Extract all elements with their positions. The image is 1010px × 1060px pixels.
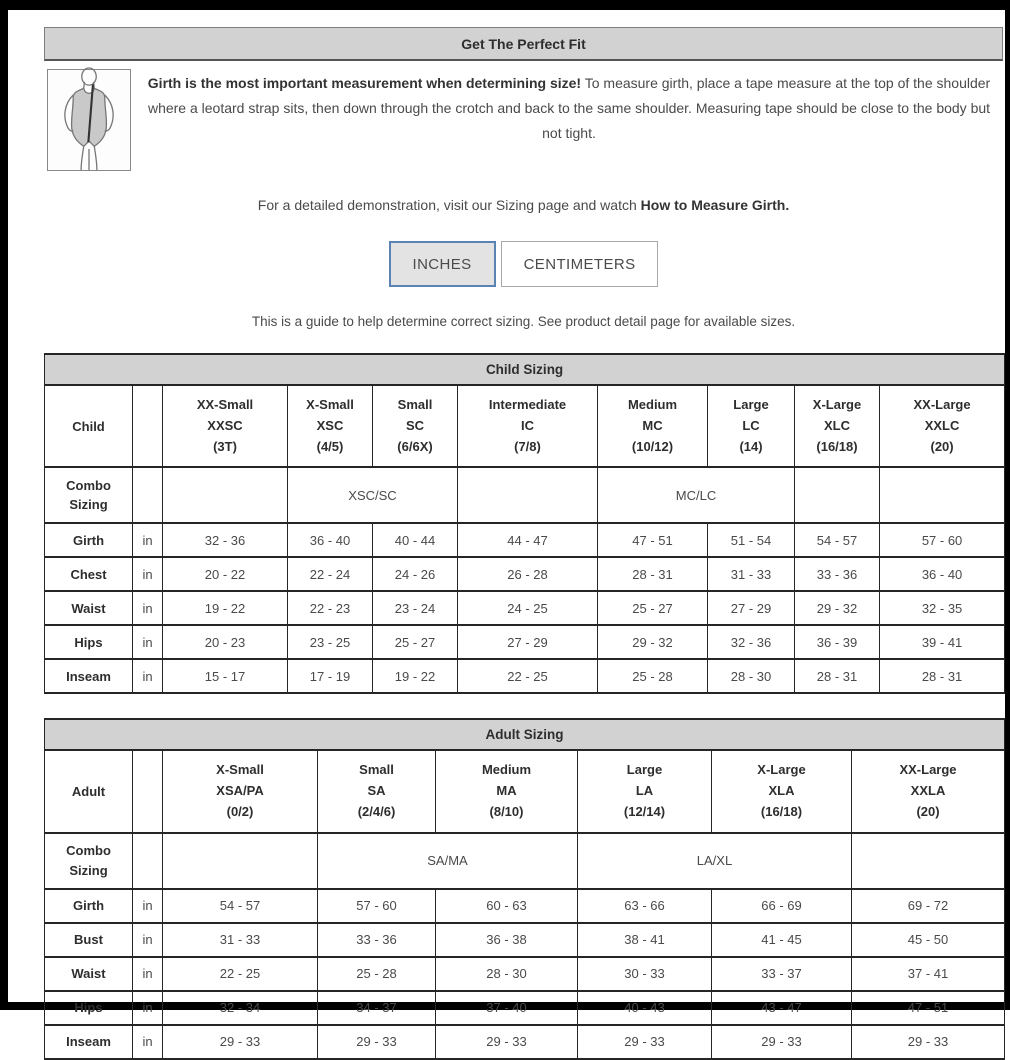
size-header-line: MA <box>496 783 517 799</box>
size-value-cell: 33 - 36 <box>318 923 436 957</box>
size-header-line: (8/10) <box>489 803 524 819</box>
girth-instructions-body: To measure girth, place a tape measure at the top of the shoulder where a leotard strap sits, then down through the crotch and back to the same shoulder. Measuring tape should be close to the body but not tight. <box>147 75 991 142</box>
measurement-label: Hips <box>45 625 133 659</box>
size-value-cell: 32 - 36 <box>708 625 795 659</box>
size-value-cell: 60 - 63 <box>436 889 578 923</box>
size-header-line: XX-Large <box>899 762 957 778</box>
size-header-line: SA <box>367 783 386 799</box>
child-group-label: Child <box>45 385 133 467</box>
combo-unit-cell <box>133 833 163 889</box>
child-sizing-title: Child Sizing <box>45 354 1005 385</box>
size-header-line: (20) <box>930 438 954 454</box>
combo-sizing-label <box>45 833 133 889</box>
size-value-cell: 38 - 41 <box>578 923 712 957</box>
size-value-cell: 29 - 32 <box>598 625 708 659</box>
size-value-cell: 25 - 28 <box>598 659 708 693</box>
adult-measurement-row <box>45 991 1005 1025</box>
demo-note <box>44 197 1003 213</box>
measurement-label: Bust <box>45 923 133 957</box>
size-value-cell: 24 - 25 <box>458 591 598 625</box>
measurement-label: Girth <box>45 889 133 923</box>
size-value-cell: 25 - 28 <box>318 957 436 991</box>
adult-sizing-title: Adult Sizing <box>45 719 1005 750</box>
child-size-column-header <box>880 385 1005 467</box>
size-value-cell: 57 - 60 <box>880 523 1005 557</box>
size-header-line: (12/14) <box>623 803 666 819</box>
size-header-line: XSA/PA <box>216 783 264 799</box>
combo-sizing-label-text: Combo Sizing <box>66 477 111 513</box>
child-size-column-header <box>163 385 288 467</box>
unit-cell: in <box>133 591 163 625</box>
size-value-cell: 22 - 24 <box>288 557 373 591</box>
page-content <box>8 10 1005 1060</box>
size-value-cell: 32 - 36 <box>163 523 288 557</box>
size-header-line: (16/18) <box>760 803 803 819</box>
size-value-cell: 20 - 23 <box>163 625 288 659</box>
size-header-line: (2/4/6) <box>357 803 396 819</box>
leotard-figure-icon <box>48 70 130 170</box>
child-size-column-header <box>373 385 458 467</box>
size-header-line: X-Small <box>306 397 354 412</box>
size-value-cell: 51 - 54 <box>708 523 795 557</box>
adult-size-column-header <box>578 750 712 832</box>
adult-measurement-row <box>45 957 1005 991</box>
size-header-line: (7/8) <box>514 438 541 454</box>
size-value-cell: 54 - 57 <box>795 523 880 557</box>
unit-cell: in <box>133 557 163 591</box>
size-header-line: LC <box>742 417 760 433</box>
size-header-line: (3T) <box>213 438 237 454</box>
size-value-cell: 17 - 19 <box>288 659 373 693</box>
size-value-cell: 28 - 31 <box>880 659 1005 693</box>
size-header-line: IC <box>521 417 534 433</box>
combo-sizing-label <box>45 467 133 523</box>
combo-size-cell <box>163 467 288 523</box>
girth-instructions-lead: Girth is the most important measurement when determining size! <box>147 75 582 91</box>
size-value-cell: 37 - 40 <box>436 991 578 1025</box>
child-measurement-row <box>45 523 1005 557</box>
size-value-cell: 25 - 27 <box>598 591 708 625</box>
size-value-cell: 40 - 43 <box>578 991 712 1025</box>
measurement-label: Inseam <box>45 659 133 693</box>
measurement-label: Chest <box>45 557 133 591</box>
unit-cell: in <box>133 625 163 659</box>
size-value-cell: 47 - 51 <box>852 991 1005 1025</box>
unit-cell: in <box>133 957 163 991</box>
size-value-cell: 28 - 30 <box>436 957 578 991</box>
size-header-line: (0/2) <box>226 803 254 819</box>
demo-note-video-title: How to Measure Girth. <box>640 197 790 213</box>
adult-size-column-header <box>436 750 578 832</box>
inches-button[interactable]: INCHES <box>389 241 496 287</box>
unit-toggle <box>44 241 1003 287</box>
centimeters-button[interactable]: CENTIMETERS <box>501 241 659 287</box>
combo-size-cell: LA/XL <box>578 833 852 889</box>
size-value-cell: 36 - 40 <box>288 523 373 557</box>
child-measurement-row <box>45 557 1005 591</box>
size-value-cell: 32 - 34 <box>163 991 318 1025</box>
child-size-column-header <box>598 385 708 467</box>
size-value-cell: 24 - 26 <box>373 557 458 591</box>
size-value-cell: 19 - 22 <box>373 659 458 693</box>
size-value-cell: 37 - 41 <box>852 957 1005 991</box>
size-value-cell: 43 - 47 <box>712 991 852 1025</box>
size-value-cell: 29 - 33 <box>436 1025 578 1059</box>
unit-cell: in <box>133 1025 163 1059</box>
size-value-cell: 28 - 30 <box>708 659 795 693</box>
size-header-line: Large <box>733 397 769 412</box>
size-value-cell: 31 - 33 <box>708 557 795 591</box>
guide-note: This is a guide to help determine correct sizing. See product detail page for available sizes. <box>251 314 796 329</box>
unit-header-cell <box>133 385 163 467</box>
adult-sizing-table <box>44 718 1005 1059</box>
size-header-line: MC <box>642 417 663 433</box>
sizing-page <box>8 10 1005 1050</box>
measurement-label: Hips <box>45 991 133 1025</box>
page-title-text: Get The Perfect Fit <box>461 36 586 52</box>
size-header-line: X-Large <box>757 762 806 778</box>
size-header-line: (20) <box>916 803 940 819</box>
size-value-cell: 45 - 50 <box>852 923 1005 957</box>
size-value-cell: 28 - 31 <box>795 659 880 693</box>
combo-sizing-label-text: Combo Sizing <box>66 843 111 878</box>
size-value-cell: 23 - 25 <box>288 625 373 659</box>
child-size-column-header <box>288 385 373 467</box>
intro-section <box>44 69 1003 171</box>
size-header-line: XX-Large <box>913 397 971 412</box>
combo-size-cell: XSC/SC <box>288 467 458 523</box>
size-value-cell: 29 - 32 <box>795 591 880 625</box>
size-header-line: X-Small <box>216 762 264 778</box>
size-value-cell: 27 - 29 <box>458 625 598 659</box>
size-header-line: Intermediate <box>488 397 567 412</box>
child-size-column-header <box>458 385 598 467</box>
size-value-cell: 29 - 33 <box>712 1025 852 1059</box>
girth-instructions <box>131 69 1003 171</box>
girth-measurement-illustration <box>47 69 131 171</box>
combo-size-cell <box>458 467 598 523</box>
size-header-line: Large <box>626 762 663 778</box>
child-measurement-row <box>45 659 1005 693</box>
size-header-line: (6/6X) <box>397 438 433 454</box>
size-value-cell: 20 - 22 <box>163 557 288 591</box>
size-value-cell: 34 - 37 <box>318 991 436 1025</box>
size-value-cell: 63 - 66 <box>578 889 712 923</box>
adult-measurement-row <box>45 889 1005 923</box>
size-value-cell: 25 - 27 <box>373 625 458 659</box>
size-header-line: LA <box>635 783 654 799</box>
size-value-cell: 33 - 37 <box>712 957 852 991</box>
adult-size-column-header <box>163 750 318 832</box>
child-measurement-row <box>45 591 1005 625</box>
size-header-line: (10/12) <box>631 438 674 454</box>
size-value-cell: 29 - 33 <box>852 1025 1005 1059</box>
size-value-cell: 44 - 47 <box>458 523 598 557</box>
child-sizing-table <box>44 353 1005 694</box>
size-value-cell: 22 - 25 <box>458 659 598 693</box>
size-header-line: (14) <box>739 438 763 454</box>
adult-group-label: Adult <box>45 750 133 832</box>
unit-cell: in <box>133 523 163 557</box>
unit-header-cell <box>133 750 163 832</box>
size-header-line: (4/5) <box>316 438 344 454</box>
measurement-label: Waist <box>45 591 133 625</box>
size-header-line: (16/18) <box>816 438 858 454</box>
size-value-cell: 22 - 25 <box>163 957 318 991</box>
combo-size-cell <box>163 833 318 889</box>
size-header-line: XSC <box>316 417 344 433</box>
combo-size-cell <box>880 467 1005 523</box>
size-header-line: XLC <box>824 417 850 433</box>
adult-size-column-header <box>318 750 436 832</box>
size-value-cell: 15 - 17 <box>163 659 288 693</box>
unit-cell: in <box>133 991 163 1025</box>
unit-cell: in <box>133 923 163 957</box>
adult-measurement-row <box>45 1025 1005 1059</box>
child-measurement-row <box>45 625 1005 659</box>
size-value-cell: 32 - 35 <box>880 591 1005 625</box>
combo-size-cell: SA/MA <box>318 833 578 889</box>
measurement-label: Girth <box>45 523 133 557</box>
size-value-cell: 36 - 39 <box>795 625 880 659</box>
size-value-cell: 57 - 60 <box>318 889 436 923</box>
adult-size-column-header <box>852 750 1005 832</box>
size-value-cell: 29 - 33 <box>163 1025 318 1059</box>
combo-unit-cell <box>133 467 163 523</box>
size-value-cell: 26 - 28 <box>458 557 598 591</box>
measurement-label: Inseam <box>45 1025 133 1059</box>
size-header-line: Medium <box>481 762 532 778</box>
size-value-cell: 29 - 33 <box>318 1025 436 1059</box>
size-value-cell: 69 - 72 <box>852 889 1005 923</box>
size-value-cell: 22 - 23 <box>288 591 373 625</box>
adult-measurement-row <box>45 923 1005 957</box>
unit-cell: in <box>133 889 163 923</box>
size-value-cell: 39 - 41 <box>880 625 1005 659</box>
size-header-line: XX-Small <box>196 397 254 412</box>
size-value-cell: 47 - 51 <box>598 523 708 557</box>
size-value-cell: 31 - 33 <box>163 923 318 957</box>
size-header-line: X-Large <box>812 397 862 412</box>
size-value-cell: 36 - 38 <box>436 923 578 957</box>
demo-note-text: For a detailed demonstration, visit our Sizing page and watch <box>257 197 637 213</box>
size-value-cell: 36 - 40 <box>880 557 1005 591</box>
child-size-column-header <box>795 385 880 467</box>
unit-cell: in <box>133 659 163 693</box>
size-value-cell: 40 - 44 <box>373 523 458 557</box>
size-value-cell: 19 - 22 <box>163 591 288 625</box>
size-header-line: Small <box>359 762 394 778</box>
size-value-cell: 54 - 57 <box>163 889 318 923</box>
page-title <box>44 27 1003 61</box>
size-header-line: SC <box>405 417 425 433</box>
size-header-line: XLA <box>768 783 795 799</box>
size-value-cell: 23 - 24 <box>373 591 458 625</box>
size-header-line: Medium <box>627 397 678 412</box>
size-value-cell: 66 - 69 <box>712 889 852 923</box>
size-value-cell: 41 - 45 <box>712 923 852 957</box>
size-value-cell: 28 - 31 <box>598 557 708 591</box>
combo-size-cell: MC/LC <box>598 467 795 523</box>
size-header-line: XXLC <box>924 417 960 433</box>
combo-size-cell <box>852 833 1005 889</box>
adult-size-column-header <box>712 750 852 832</box>
size-value-cell: 27 - 29 <box>708 591 795 625</box>
size-value-cell: 29 - 33 <box>578 1025 712 1059</box>
size-header-line: XXSC <box>207 417 243 433</box>
measurement-label: Waist <box>45 957 133 991</box>
size-header-line: XXLA <box>910 783 946 799</box>
size-value-cell: 30 - 33 <box>578 957 712 991</box>
combo-size-cell <box>795 467 880 523</box>
child-size-column-header <box>708 385 795 467</box>
size-header-line: Small <box>397 397 433 412</box>
size-value-cell: 33 - 36 <box>795 557 880 591</box>
